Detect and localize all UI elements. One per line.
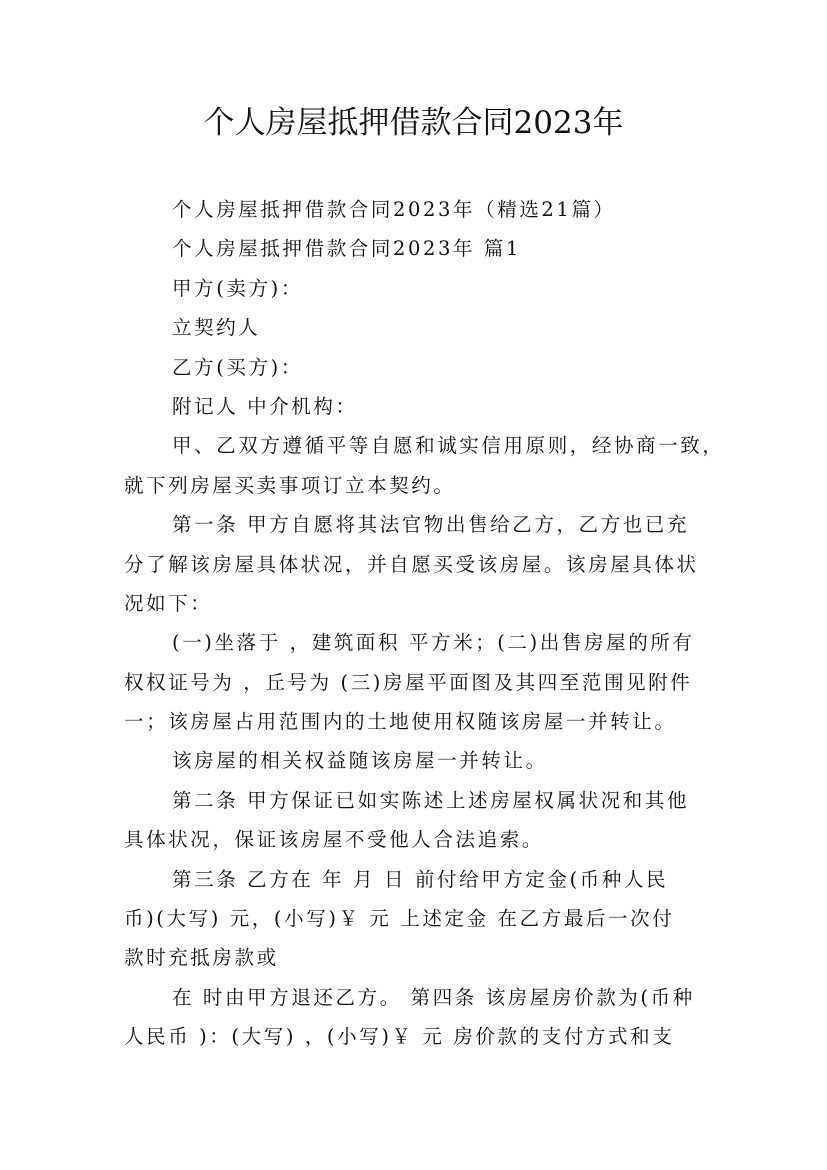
document-line: 人民币 )：(大写) ，(小写)￥ 元 房价款的支付方式和支 xyxy=(124,1025,675,1049)
document-line: 权权证号为 ，丘号为 (三)房屋平面图及其四至范围见附件 xyxy=(124,670,693,694)
document-line: 具体状况，保证该房屋不受他人合法追索。 xyxy=(124,828,544,852)
document-line: 第二条 甲方保证已如实陈述上述房屋权属状况和其他 xyxy=(172,788,690,812)
document-line: 币)(大写) 元，(小写)￥ 元 上述定金 在乙方最后一次付 xyxy=(124,907,675,931)
document-line: 第一条 甲方自愿将其法官物出售给乙方，乙方也已充 xyxy=(172,513,690,537)
document-line: 就下列房屋买卖事项订立本契约。 xyxy=(124,473,456,497)
document-line: 附记人 中介机构： xyxy=(172,394,358,418)
document-line: 甲方(卖方)： xyxy=(172,276,303,300)
document-line: 一；该房屋占用范围内的土地使用权随该房屋一并转让。 xyxy=(124,710,677,734)
document-line: 况如下： xyxy=(124,591,213,615)
document-line: 在 时由甲方退还乙方。 第四条 该房屋房价款为(币种 xyxy=(172,985,695,1009)
document-title: 个人房屋抵押借款合同2023年 xyxy=(203,105,624,141)
document-line: 个人房屋抵押借款合同2023年（精选21篇） xyxy=(172,198,616,221)
document-line: 个人房屋抵押借款合同2023年 篇1 xyxy=(172,237,522,261)
document-line: 立契约人 xyxy=(172,316,261,340)
document-line: 第三条 乙方在 年 月 日 前付给甲方定金(币种人民 xyxy=(172,867,669,891)
document-line: 甲、乙双方遵循平等自愿和诚实信用原则，经协商一致， xyxy=(172,434,725,458)
document-line: 款时充抵房款或 xyxy=(124,946,279,970)
document-line: 乙方(买方)： xyxy=(172,355,303,379)
document-line: 该房屋的相关权益随该房屋一并转让。 xyxy=(172,749,548,773)
document-body xyxy=(124,190,725,1057)
document-line: (一)坐落于 ，建筑面积 平方米；(二)出售房屋的所有 xyxy=(172,631,695,655)
document-line: 分了解该房屋具体状况，并自愿买受该房屋。该房屋具体状 xyxy=(124,552,699,576)
